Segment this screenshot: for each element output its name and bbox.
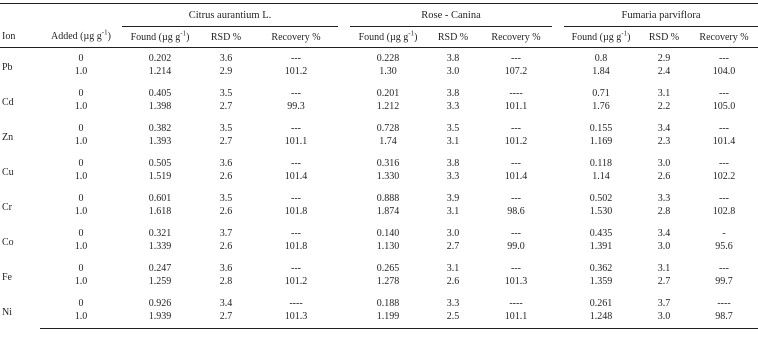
recovery-cell-rose: --- bbox=[511, 193, 521, 204]
ion-cell: Cd bbox=[2, 97, 14, 108]
found-cell-rose: 1.278 bbox=[376, 276, 400, 287]
found-cell-fumaria: 1.530 bbox=[589, 206, 613, 217]
spacer-cell bbox=[338, 310, 350, 329]
rsd-cell-fumaria: 2.2 bbox=[657, 101, 671, 112]
added-cell: 1.0 bbox=[40, 310, 122, 329]
rsd-cell-rose: 3.3 bbox=[446, 171, 460, 182]
added-cell: 0 bbox=[78, 88, 84, 99]
group-header-row bbox=[0, 4, 758, 27]
table-row bbox=[0, 258, 758, 275]
found-cell-rose: 1.74 bbox=[379, 136, 397, 147]
table-body bbox=[0, 48, 758, 329]
recovery-cell-fumaria: 98.7 bbox=[690, 310, 758, 329]
spacer-cell bbox=[338, 240, 350, 258]
table-row bbox=[0, 223, 758, 240]
spacer-cell bbox=[552, 65, 564, 83]
found-cell-rose: 1.199 bbox=[350, 310, 426, 329]
spacer-cell bbox=[552, 118, 564, 135]
table-row bbox=[0, 310, 758, 329]
found-cell-citrus: 1.393 bbox=[148, 136, 172, 147]
added-cell: 0 bbox=[78, 193, 84, 204]
recovery-cell-rose: 101.1 bbox=[504, 101, 528, 112]
spacer-cell bbox=[338, 48, 350, 66]
found-cell-citrus: 0.247 bbox=[148, 263, 172, 274]
recovery-cell-rose: --- bbox=[511, 158, 521, 169]
added-cell: 1.0 bbox=[74, 276, 88, 287]
recovery-cell-rose: --- bbox=[511, 228, 521, 239]
found-cell-citrus: 0.601 bbox=[148, 193, 172, 204]
found-cell-fumaria: 0.362 bbox=[589, 263, 613, 274]
spacer-cell bbox=[552, 135, 564, 153]
column-header-row bbox=[0, 27, 758, 48]
col-header-found-fumaria: Found (µg $g^{-1}$) bbox=[564, 27, 638, 48]
recovery-cell-rose: 101.1 bbox=[480, 310, 552, 329]
recovery-cell-citrus: ---- bbox=[289, 298, 303, 309]
table-row bbox=[0, 135, 758, 153]
added-cell: 0 bbox=[78, 263, 84, 274]
group-header-citrus: Citrus aurantium L. bbox=[122, 4, 338, 27]
rsd-cell-citrus: 3.7 bbox=[219, 228, 233, 239]
table-row bbox=[0, 205, 758, 223]
table-row bbox=[0, 153, 758, 170]
recovery-cell-fumaria: --- bbox=[719, 263, 729, 274]
group-header-rose: Rose - Canina bbox=[350, 4, 552, 27]
recovery-cell-rose: --- bbox=[511, 53, 521, 64]
rsd-cell-citrus: 3.6 bbox=[219, 158, 233, 169]
rsd-cell-rose: 3.8 bbox=[446, 88, 460, 99]
found-cell-citrus: 0.202 bbox=[148, 53, 172, 64]
spacer-cell bbox=[552, 188, 564, 205]
rsd-cell-citrus: 2.7 bbox=[219, 136, 233, 147]
col-header-found-citrus: Found (µg $g^{-1}$) bbox=[122, 27, 198, 48]
found-cell-citrus: 1.939 bbox=[122, 310, 198, 329]
found-cell-fumaria: 0.71 bbox=[592, 88, 610, 99]
found-cell-fumaria: 1.169 bbox=[589, 136, 613, 147]
recovery-cell-citrus: --- bbox=[291, 263, 301, 274]
rsd-cell-rose: 3.0 bbox=[446, 228, 460, 239]
found-cell-citrus: 1.519 bbox=[148, 171, 172, 182]
spacer-cell bbox=[552, 205, 564, 223]
spacer-cell bbox=[338, 118, 350, 135]
found-cell-fumaria: 0.118 bbox=[589, 158, 613, 169]
recovery-cell-rose: --- bbox=[511, 123, 521, 134]
table-row bbox=[0, 275, 758, 293]
spacer-cell bbox=[552, 240, 564, 258]
recovery-cell-rose: 101.3 bbox=[504, 276, 528, 287]
rsd-cell-rose: 2.6 bbox=[446, 276, 460, 287]
recovery-cell-citrus: --- bbox=[291, 158, 301, 169]
added-cell: 0 bbox=[78, 298, 84, 309]
found-cell-fumaria: 0.435 bbox=[589, 228, 613, 239]
rsd-cell-citrus: 3.5 bbox=[219, 193, 233, 204]
col-header-ion: Ion bbox=[0, 27, 40, 48]
recovery-cell-citrus: 101.8 bbox=[284, 241, 308, 252]
recovery-table bbox=[0, 3, 758, 329]
rsd-cell-citrus: 3.6 bbox=[219, 53, 233, 64]
table-row bbox=[0, 48, 758, 66]
table-row bbox=[0, 65, 758, 83]
found-cell-citrus: 1.398 bbox=[148, 101, 172, 112]
recovery-cell-rose: --- bbox=[511, 263, 521, 274]
recovery-cell-citrus: --- bbox=[291, 193, 301, 204]
rsd-cell-rose: 3.5 bbox=[446, 123, 460, 134]
spacer-cell bbox=[552, 310, 564, 329]
found-cell-citrus: 0.505 bbox=[148, 158, 172, 169]
table-row bbox=[0, 240, 758, 258]
table-row bbox=[0, 170, 758, 188]
rsd-cell-citrus: 2.7 bbox=[219, 101, 233, 112]
ion-cell: Pb bbox=[2, 62, 13, 73]
rsd-cell-rose: 2.7 bbox=[446, 241, 460, 252]
found-cell-rose: 1.30 bbox=[379, 66, 397, 77]
added-cell: 0 bbox=[78, 158, 84, 169]
recovery-cell-citrus: 99.3 bbox=[287, 101, 305, 112]
ion-cell: Ni bbox=[2, 307, 12, 319]
rsd-cell-fumaria: 3.4 bbox=[657, 123, 671, 134]
recovery-cell-fumaria: 104.0 bbox=[712, 66, 736, 77]
found-cell-citrus: 0.382 bbox=[148, 123, 172, 134]
spacer-cell bbox=[338, 100, 350, 118]
rsd-cell-fumaria: 2.6 bbox=[657, 171, 671, 182]
spacer-cell bbox=[338, 275, 350, 293]
table-row bbox=[0, 83, 758, 100]
rsd-cell-fumaria: 3.0 bbox=[657, 241, 671, 252]
recovery-cell-fumaria: --- bbox=[719, 193, 729, 204]
found-cell-rose: 0.201 bbox=[376, 88, 400, 99]
rsd-cell-rose: 3.8 bbox=[446, 158, 460, 169]
added-cell: 0 bbox=[78, 53, 84, 64]
recovery-cell-fumaria: 105.0 bbox=[712, 101, 736, 112]
recovery-cell-citrus: --- bbox=[291, 228, 301, 239]
added-cell: 1.0 bbox=[74, 206, 88, 217]
recovery-cell-rose: 99.0 bbox=[507, 241, 525, 252]
recovery-cell-fumaria: 102.2 bbox=[712, 171, 736, 182]
found-cell-citrus: 0.321 bbox=[148, 228, 172, 239]
col-header-rsd-citrus: RSD % bbox=[198, 27, 254, 48]
rsd-cell-fumaria: 2.7 bbox=[657, 276, 671, 287]
recovery-cell-citrus: 101.8 bbox=[284, 206, 308, 217]
recovery-cell-fumaria: --- bbox=[719, 88, 729, 99]
spacer-cell bbox=[552, 170, 564, 188]
found-cell-fumaria: 0.155 bbox=[589, 123, 613, 134]
spacer-cell bbox=[552, 275, 564, 293]
rsd-cell-citrus: 2.8 bbox=[219, 276, 233, 287]
found-cell-rose: 1.330 bbox=[376, 171, 400, 182]
ion-cell: Zn bbox=[2, 132, 14, 143]
added-cell: 1.0 bbox=[74, 101, 88, 112]
ion-cell: Fe bbox=[2, 272, 12, 283]
ion-cell: Cr bbox=[2, 202, 12, 213]
group-header-fumaria: Fumaria parviflora bbox=[564, 4, 758, 27]
rsd-cell-rose: 3.9 bbox=[446, 193, 460, 204]
spacer-cell bbox=[338, 205, 350, 223]
col-header-found-rose: Found (µg $g^{-1}$) bbox=[350, 27, 426, 48]
found-cell-fumaria: 1.76 bbox=[592, 101, 610, 112]
rsd-cell-citrus: 2.6 bbox=[219, 241, 233, 252]
found-cell-fumaria: 1.248 bbox=[564, 310, 638, 329]
recovery-cell-citrus: 101.1 bbox=[284, 136, 308, 147]
found-cell-rose: 1.874 bbox=[376, 206, 400, 217]
rsd-cell-fumaria: 3.7 bbox=[657, 298, 671, 309]
rsd-cell-fumaria: 3.1 bbox=[657, 263, 671, 274]
found-cell-citrus: 1.339 bbox=[148, 241, 172, 252]
found-cell-citrus: 1.618 bbox=[148, 206, 172, 217]
spacer-cell bbox=[552, 293, 564, 310]
spacer-cell bbox=[338, 258, 350, 275]
recovery-cell-fumaria: 99.7 bbox=[715, 276, 733, 287]
rsd-cell-rose: 3.3 bbox=[446, 101, 460, 112]
recovery-cell-fumaria: ---- bbox=[717, 298, 731, 309]
rsd-cell-fumaria: 3.0 bbox=[657, 158, 671, 169]
spacer-cell bbox=[552, 83, 564, 100]
recovery-cell-citrus: 101.2 bbox=[284, 66, 308, 77]
found-cell-citrus: 1.259 bbox=[148, 276, 172, 287]
spacer-cell bbox=[552, 258, 564, 275]
rsd-cell-fumaria: 2.9 bbox=[657, 53, 671, 64]
spacer-cell bbox=[338, 65, 350, 83]
recovery-cell-rose: 107.2 bbox=[504, 66, 528, 77]
ion-cell: Co bbox=[2, 237, 14, 248]
found-cell-rose: 0.140 bbox=[376, 228, 400, 239]
added-cell: 1.0 bbox=[74, 241, 88, 252]
found-cell-rose: 0.888 bbox=[376, 193, 400, 204]
found-cell-rose: 0.188 bbox=[376, 298, 400, 309]
added-cell: 1.0 bbox=[74, 136, 88, 147]
recovery-cell-fumaria: 101.4 bbox=[712, 136, 736, 147]
table-row bbox=[0, 118, 758, 135]
rsd-cell-rose: 3.0 bbox=[446, 66, 460, 77]
spacer-cell bbox=[338, 223, 350, 240]
table-row bbox=[0, 293, 758, 310]
rsd-cell-citrus: 3.4 bbox=[219, 298, 233, 309]
found-cell-rose: 0.265 bbox=[376, 263, 400, 274]
spacer-cell bbox=[338, 135, 350, 153]
rsd-cell-fumaria: 2.3 bbox=[657, 136, 671, 147]
table-row bbox=[0, 100, 758, 118]
rsd-cell-fumaria: 3.1 bbox=[657, 88, 671, 99]
rsd-cell-fumaria: 3.4 bbox=[657, 228, 671, 239]
ion-cell: Cu bbox=[2, 167, 14, 178]
recovery-cell-fumaria: --- bbox=[719, 53, 729, 64]
found-cell-fumaria: 0.8 bbox=[594, 53, 608, 64]
rsd-cell-citrus: 3.5 bbox=[219, 88, 233, 99]
rsd-cell-citrus: 2.7 bbox=[198, 310, 254, 329]
spacer-cell bbox=[338, 83, 350, 100]
found-cell-fumaria: 1.84 bbox=[592, 66, 610, 77]
rsd-cell-citrus: 2.9 bbox=[219, 66, 233, 77]
col-header-recovery-fumaria: Recovery % bbox=[690, 27, 758, 48]
recovery-cell-rose: ---- bbox=[509, 88, 523, 99]
added-cell: 0 bbox=[78, 123, 84, 134]
added-cell: 1.0 bbox=[74, 66, 88, 77]
found-cell-fumaria: 0.502 bbox=[589, 193, 613, 204]
found-cell-citrus: 0.405 bbox=[148, 88, 172, 99]
recovery-cell-rose: 101.4 bbox=[504, 171, 528, 182]
found-cell-citrus: 0.926 bbox=[148, 298, 172, 309]
recovery-cell-fumaria: 102.8 bbox=[712, 206, 736, 217]
found-cell-fumaria: 1.359 bbox=[589, 276, 613, 287]
rsd-cell-rose: 3.1 bbox=[446, 263, 460, 274]
recovery-cell-rose: 101.2 bbox=[504, 136, 528, 147]
found-cell-rose: 1.130 bbox=[376, 241, 400, 252]
col-header-recovery-citrus: Recovery % bbox=[254, 27, 338, 48]
found-cell-fumaria: 1.14 bbox=[592, 171, 610, 182]
rsd-cell-fumaria: 2.4 bbox=[657, 66, 671, 77]
col-header-added: Added (µg $g^{-1}$) bbox=[40, 27, 122, 48]
spacer-cell bbox=[552, 48, 564, 66]
rsd-cell-rose: 3.1 bbox=[446, 136, 460, 147]
rsd-cell-rose: 3.3 bbox=[446, 298, 460, 309]
table-row bbox=[0, 188, 758, 205]
recovery-cell-fumaria: - bbox=[722, 228, 726, 239]
found-cell-citrus: 1.214 bbox=[148, 66, 172, 77]
spacer-cell bbox=[338, 153, 350, 170]
spacer-cell bbox=[552, 223, 564, 240]
rsd-cell-rose: 3.1 bbox=[446, 206, 460, 217]
found-cell-fumaria: 1.391 bbox=[589, 241, 613, 252]
col-header-rsd-fumaria: RSD % bbox=[638, 27, 690, 48]
recovery-cell-citrus: --- bbox=[291, 53, 301, 64]
recovery-cell-fumaria: 95.6 bbox=[715, 241, 733, 252]
rsd-cell-citrus: 2.6 bbox=[219, 206, 233, 217]
recovery-cell-fumaria: --- bbox=[719, 123, 729, 134]
found-cell-rose: 0.316 bbox=[376, 158, 400, 169]
recovery-cell-rose: ---- bbox=[509, 298, 523, 309]
added-cell: 0 bbox=[78, 228, 84, 239]
spacer-cell bbox=[552, 100, 564, 118]
found-cell-rose: 0.728 bbox=[376, 123, 400, 134]
recovery-cell-citrus: --- bbox=[291, 123, 301, 134]
rsd-cell-citrus: 2.6 bbox=[219, 171, 233, 182]
found-cell-fumaria: 0.261 bbox=[589, 298, 613, 309]
rsd-cell-citrus: 3.6 bbox=[219, 263, 233, 274]
rsd-cell-rose: 3.8 bbox=[446, 53, 460, 64]
recovery-cell-fumaria: --- bbox=[719, 158, 729, 169]
recovery-cell-citrus: 101.3 bbox=[254, 310, 338, 329]
found-cell-rose: 0.228 bbox=[376, 53, 400, 64]
rsd-cell-fumaria: 3.3 bbox=[657, 193, 671, 204]
rsd-cell-fumaria: 2.8 bbox=[657, 206, 671, 217]
rsd-cell-fumaria: 3.0 bbox=[638, 310, 690, 329]
recovery-cell-rose: 98.6 bbox=[507, 206, 525, 217]
spacer-cell bbox=[338, 293, 350, 310]
recovery-cell-citrus: 101.2 bbox=[284, 276, 308, 287]
spacer-cell bbox=[338, 170, 350, 188]
found-cell-rose: 1.212 bbox=[376, 101, 400, 112]
recovery-cell-citrus: 101.4 bbox=[284, 171, 308, 182]
col-header-rsd-rose: RSD % bbox=[426, 27, 480, 48]
added-cell: 1.0 bbox=[74, 171, 88, 182]
rsd-cell-rose: 2.5 bbox=[426, 310, 480, 329]
spacer-cell bbox=[338, 188, 350, 205]
recovery-cell-citrus: --- bbox=[291, 88, 301, 99]
col-header-recovery-rose: Recovery % bbox=[480, 27, 552, 48]
rsd-cell-citrus: 3.5 bbox=[219, 123, 233, 134]
spacer-cell bbox=[552, 153, 564, 170]
